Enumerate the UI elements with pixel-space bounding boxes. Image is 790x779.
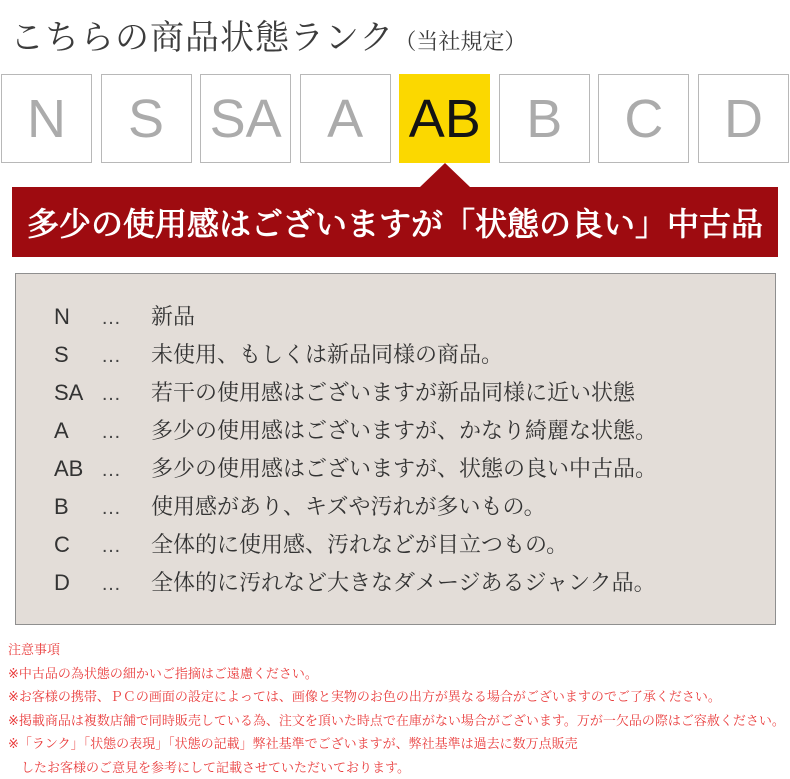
rank-code: AB — [54, 456, 101, 482]
page-title-text: こちらの商品状態ランク — [10, 18, 394, 58]
rank-box: B — [499, 74, 590, 163]
selected-rank-banner-text: 多少の使用感はございますが「状態の良い」中古品 — [27, 199, 763, 245]
rank-definition-row — [54, 376, 767, 414]
rank-description: 多少の使用感はございますが、状態の良い中古品。 — [151, 452, 767, 483]
rank-description: 全体的に汚れなど大きなダメージあるジャンク品。 — [151, 566, 767, 597]
rank-box: AB — [399, 74, 490, 163]
rank-box: SA — [200, 74, 291, 163]
note-line: ※お客様の携帯、ＰＣの画面の設定によっては、画像と実物のお色の出方が異なる場合がございますのでご了承ください。 — [8, 685, 790, 709]
rank-definition-row — [54, 414, 767, 452]
rank-definition-row — [54, 338, 767, 376]
note-line: ※掲載商品は複数店舗で同時販売している為、注文を頂いた時点で在庫がない場合がございます。万が一欠品の際はご容赦ください。 — [8, 709, 790, 733]
callout-pointer-strip — [0, 163, 790, 187]
rank-code: S — [54, 342, 101, 368]
note-line: ※「ランク」「状態の表現」「状態の記載」弊社基準でございますが、弊社基準は過去に数万点販売 — [8, 732, 790, 756]
note-line: したお客様のご意見を参考にして記載させていただいております。 — [8, 756, 790, 779]
rank-definition-row — [54, 300, 767, 338]
rank-description: 新品 — [151, 300, 767, 331]
page-title — [0, 0, 790, 59]
rank-definition-row — [54, 490, 767, 528]
rank-description: 全体的に使用感、汚れなどが目立つもの。 — [151, 528, 767, 559]
rank-definition-table — [15, 273, 776, 625]
rank-box: N — [1, 74, 92, 163]
rank-dots: … — [101, 421, 151, 444]
rank-dots: … — [101, 497, 151, 520]
rank-dots: … — [101, 573, 151, 596]
rank-dots: … — [101, 307, 151, 330]
notes-heading: 注意事項 — [8, 638, 790, 662]
rank-box: D — [698, 74, 789, 163]
triangle-up-icon — [420, 163, 470, 187]
rank-description: 若干の使用感はございますが新品同様に近い状態 — [151, 376, 767, 407]
rank-code: SA — [54, 380, 101, 406]
rank-dots: … — [101, 535, 151, 558]
rank-dots: … — [101, 345, 151, 368]
rank-code: B — [54, 494, 101, 520]
rank-code: A — [54, 418, 101, 444]
rank-code: C — [54, 532, 101, 558]
selected-rank-banner — [12, 187, 778, 257]
rank-description: 多少の使用感はございますが、かなり綺麗な状態。 — [151, 414, 767, 445]
rank-box: A — [300, 74, 391, 163]
rank-definition-row — [54, 566, 767, 604]
rank-dots: … — [101, 383, 151, 406]
rank-dots: … — [101, 459, 151, 482]
notes-section — [8, 638, 790, 779]
rank-box: S — [101, 74, 192, 163]
rank-definition-row — [54, 452, 767, 490]
rank-scale — [1, 74, 789, 163]
rank-box: C — [598, 74, 689, 163]
page-title-note: （当社規定） — [394, 30, 526, 55]
note-line: ※中古品の為状態の細かいご指摘はご遠慮ください。 — [8, 662, 790, 686]
notes-lines — [8, 662, 790, 779]
rank-description: 使用感があり、キズや汚れが多いもの。 — [151, 490, 767, 521]
rank-description: 未使用、もしくは新品同様の商品。 — [151, 338, 767, 369]
rank-code: N — [54, 304, 101, 330]
rank-definition-row — [54, 528, 767, 566]
rank-code: D — [54, 570, 101, 596]
